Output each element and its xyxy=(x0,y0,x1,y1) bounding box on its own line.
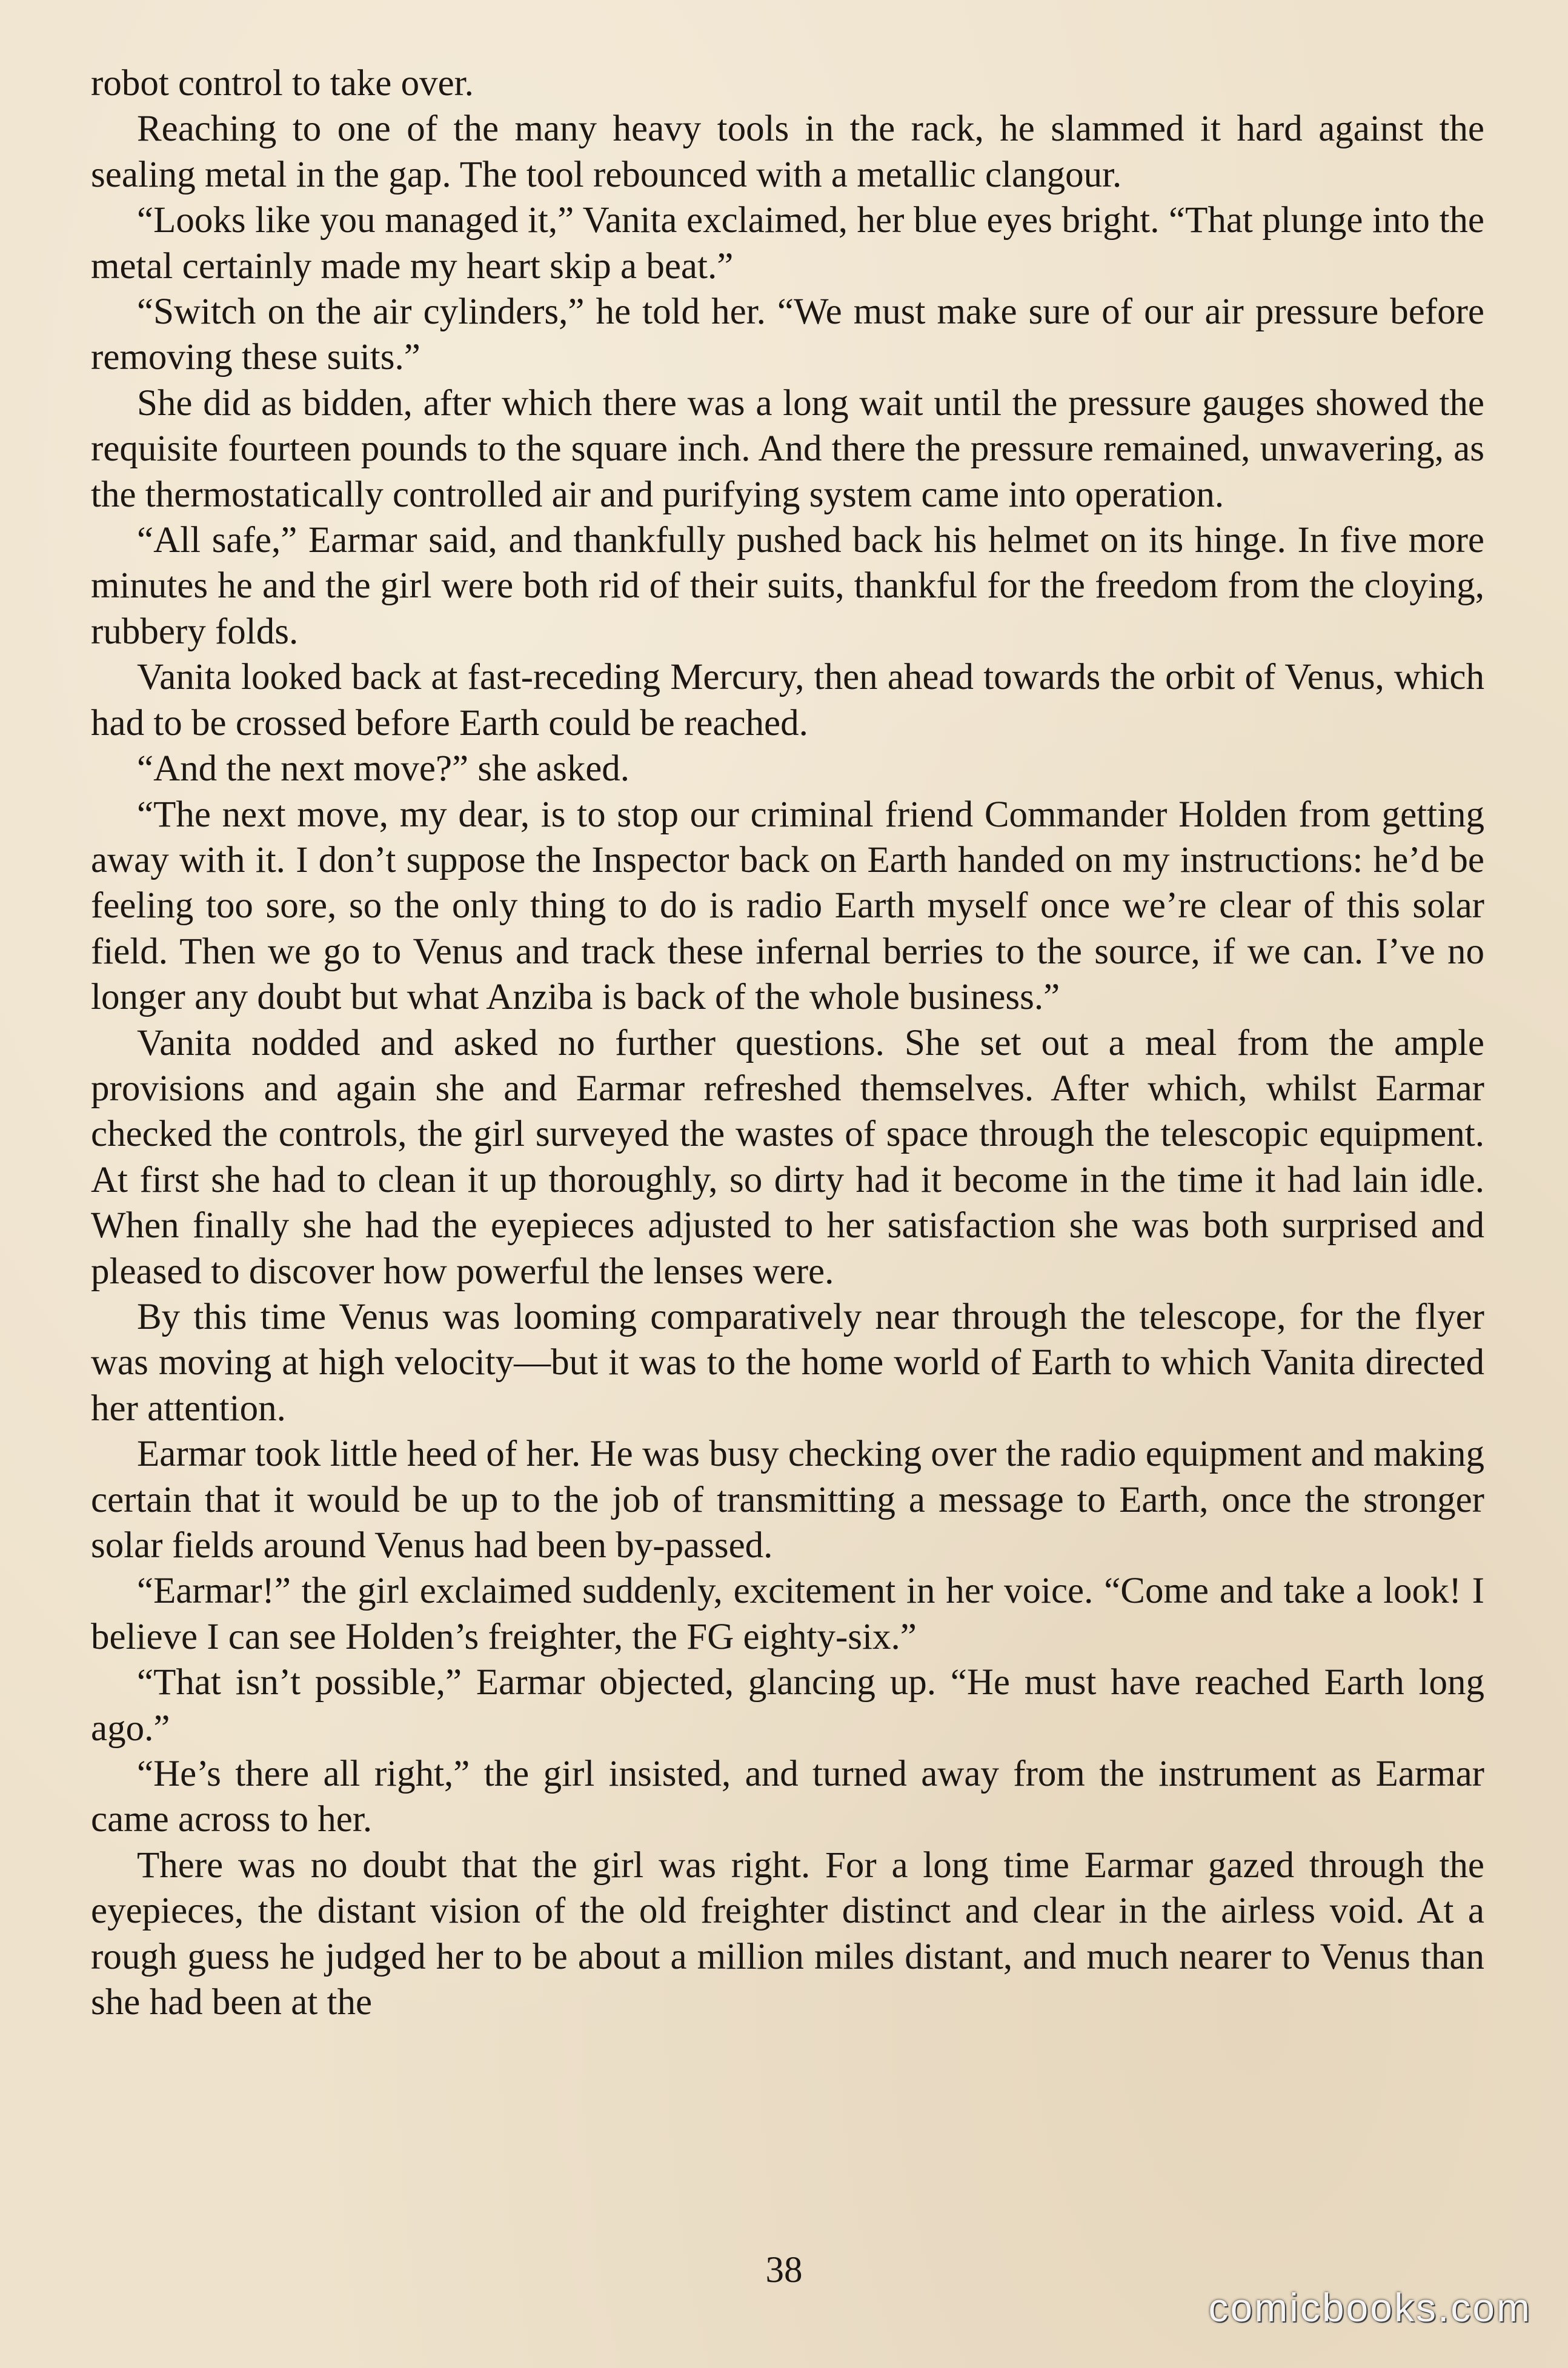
paragraph: Vanita looked back at fast-receding Mercury, then ahead towards the orbit of Venus, which had to be crossed before Earth could be reached. xyxy=(91,657,1484,743)
paragraph: Vanita nodded and asked no further questions. She set out a meal from the ample provisions and again she and Earmar refreshed themselves. After which, whilst Earmar checked the controls, the girl surveyed the wastes of space through the telescopic equipment. At first she had to clean it up thoroughly, so dirty had it become in the time it had lain idle. When finally she had the eyepieces adjusted to her satisfaction she was both surprised and pleased to discover how powerful the lenses were. xyxy=(91,1022,1484,1292)
paragraph: “The next move, my dear, is to stop our criminal friend Commander Holden from getting away with it. I don’t suppose the Inspector back on Earth handed on my instructions: he’d be feeling too sore, so the only thing to do is radio Earth myself once we’re clear of this solar field. Then we go to Venus and track these infernal berries to the source, if we can. I’ve no longer any doubt but what Anziba is back of the whole business.” xyxy=(91,794,1484,1018)
paragraph: “That isn’t possible,” Earmar objected, glancing up. “He must have reached Earth long ago.” xyxy=(91,1662,1484,1749)
paragraph: “Earmar!” the girl exclaimed suddenly, excitement in her voice. “Come and take a look! I believe I can see Holden’s freighter, the FG eighty-six.” xyxy=(91,1571,1484,1657)
paragraph: Earmar took little heed of her. He was busy checking over the radio equipment and making certain that it would be up to the job of transmitting a message to Earth, once the stronger solar fields around Venus had been by-passed. xyxy=(91,1434,1484,1566)
paragraph: robot control to take over. xyxy=(91,63,474,104)
paragraph: There was no doubt that the girl was right. For a long time Earmar gazed through the eyepieces, the distant vision of the old freighter distinct and clear in the airless void. At a rough guess he judged her to be about a million miles distant, and much nearer to Venus than she had been at the xyxy=(91,1844,1484,2023)
paragraph: “He’s there all right,” the girl insisted, and turned away from the instrument as Earmar came across to her. xyxy=(91,1754,1484,1840)
paragraph: “All safe,” Earmar said, and thankfully pushed back his helmet on its hinge. In five more minutes he and the girl were both rid of their suits, thankful for the freedom from the cloying, rubbery folds. xyxy=(91,520,1484,652)
watermark: comicbooks.com xyxy=(1208,2285,1532,2330)
paragraph: By this time Venus was looming comparatively near through the telescope, for the flyer was moving at high velocity—but it was to the home world of Earth to which Vanita directed her attention. xyxy=(91,1296,1484,1429)
body-text xyxy=(91,61,1484,2025)
paragraph: “And the next move?” she asked. xyxy=(137,748,630,790)
paragraph: “Switch on the air cylinders,” he told her. “We must make sure of our air pressure before removing these suits.” xyxy=(91,291,1484,378)
paragraph: Reaching to one of the many heavy tools in the rack, he slammed it hard against the sealing metal in the gap. The tool rebounced with a metallic clangour. xyxy=(91,108,1484,195)
paragraph: “Looks like you managed it,” Vanita exclaimed, her blue eyes bright. “That plunge into the metal certainly made my heart skip a beat.” xyxy=(91,200,1484,287)
paragraph: She did as bidden, after which there was a long wait until the pressure gauges showed the requisite fourteen pounds to the square inch. And there the pressure remained, unwavering, as the thermostatically controlled air and purifying system came into operation. xyxy=(91,382,1484,515)
page-number: 38 xyxy=(765,2250,803,2290)
